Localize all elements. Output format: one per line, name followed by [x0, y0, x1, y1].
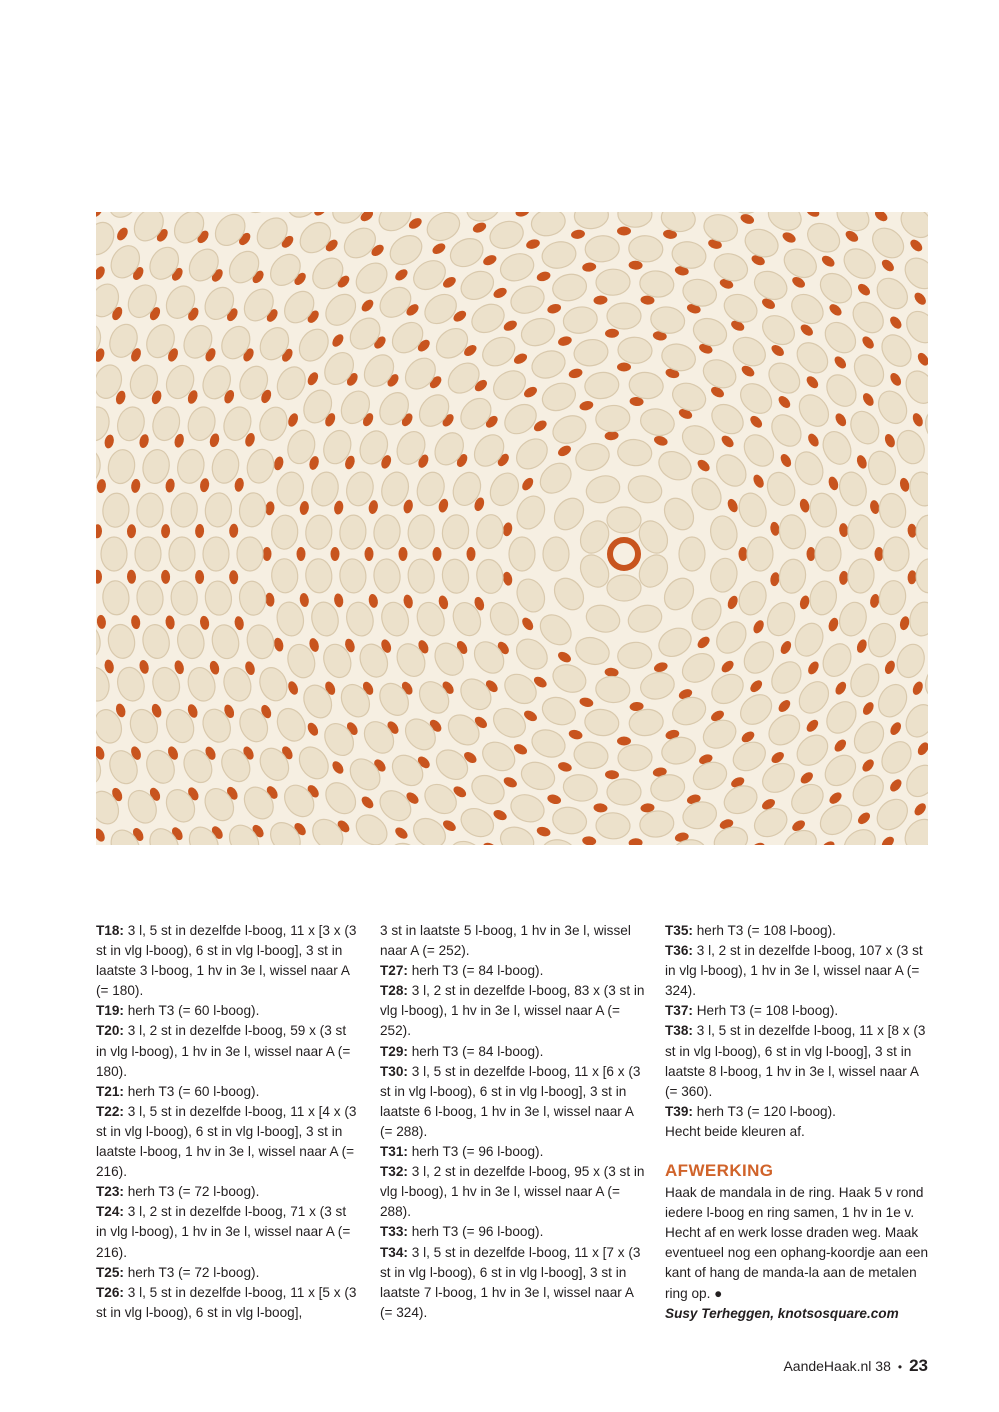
author-credit: Susy Terheggen, knotsosquare.com: [665, 1305, 899, 1321]
round-text: herh T3 (= 84 l-boog).: [407, 1043, 544, 1059]
round-text: herh T3 (= 72 l-boog).: [123, 1184, 260, 1200]
round-text: 3 l, 2 st in dezelfde l-boog, 59 x (3 st in vlg l-boog), 1 hv in 3e l, wissel naar A (= 180).: [96, 1023, 351, 1079]
instructions-column-2: [380, 921, 646, 1323]
footer-separator: •: [897, 1360, 903, 1374]
round-text: 3 l, 5 st in dezelfde l-boog, 11 x [3 x (3 st in vlg l-boog), 6 st in vlg l-boog], 3 st in laatste 3 l-boog, 1 hv in 3e l, wissel naar A (= 180).: [96, 923, 357, 999]
cream-cluster: [169, 537, 195, 571]
cream-cluster: [237, 537, 263, 571]
instruction-row: [96, 1283, 358, 1323]
round-text: 3 l, 2 st in dezelfde l-boog, 95 x (3 st in vlg l-boog), 1 hv in 3e l, wissel naar A (= 288).: [380, 1164, 645, 1220]
instruction-row: [665, 921, 931, 941]
round-label: T32:: [380, 1164, 408, 1180]
round-text: 3 l, 2 st in dezelfde l-boog, 71 x (3 st in vlg l-boog), 1 hv in 3e l, wissel naar A (= 216).: [96, 1204, 351, 1260]
round-label: T36:: [665, 943, 693, 959]
orange-stitch: [739, 547, 748, 561]
round-text: Herh T3 (= 108 l-boog).: [692, 1003, 839, 1019]
round-text: herh T3 (= 108 l-boog).: [692, 923, 836, 938]
instruction-row: [96, 1001, 358, 1021]
round-label: T38:: [665, 1023, 693, 1039]
round-label: T34:: [380, 1244, 408, 1260]
round-text: 3 l, 5 st in dezelfde l-boog, 11 x [8 x (3 st in vlg l-boog), 6 st in vlg l-boog], 3 st in laatste 8 l-boog, 1 hv in 3e l, wissel naar A (= 360).: [665, 1023, 926, 1099]
round-label: T37:: [665, 1003, 693, 1019]
round-text: 3 l, 5 st in dezelfde l-boog, 11 x [7 x (3 st in vlg l-boog), 6 st in vlg l-boog], 3 st in laatste 7 l-boog, 1 hv in 3e l, wissel naar A (= 324).: [380, 1244, 641, 1320]
finishing-body: Haak de mandala in de ring. Haak 5 v rond iedere l-boog en ring samen, 1 hv in 1e v. Hecht af en werk losse draden weg. Maak eventueel nog een ophang-koordje aan een kant of hang de manda-la aan de metalen ring op. ●: [665, 1185, 929, 1301]
round-text: 3 st in laatste 5 l-boog, 1 hv in 3e l, wissel naar A (= 252).: [380, 923, 631, 959]
instruction-row: [96, 1263, 358, 1283]
cream-cluster: [815, 537, 841, 571]
round-label: T29:: [380, 1043, 408, 1059]
instruction-row: [380, 1243, 646, 1323]
round-label: T33:: [380, 1224, 408, 1240]
round-text: herh T3 (= 84 l-boog).: [407, 963, 544, 979]
orange-stitch: [467, 547, 476, 561]
orange-stitch: [807, 547, 816, 561]
instruction-row: [665, 941, 931, 1001]
round-text: Hecht beide kleuren af.: [665, 1123, 805, 1139]
round-label: T21:: [96, 1083, 124, 1099]
cream-cluster: [679, 537, 705, 571]
round-text: herh T3 (= 60 l-boog).: [123, 1003, 260, 1019]
instruction-row: [380, 1042, 646, 1062]
round-label: T25:: [96, 1264, 124, 1280]
cream-cluster: [203, 537, 229, 571]
round-label: T31:: [380, 1144, 408, 1160]
page-footer: [783, 1356, 928, 1376]
instruction-row: [96, 1082, 358, 1102]
round-text: herh T3 (= 96 l-boog).: [407, 1144, 544, 1160]
round-label: T39:: [665, 1103, 693, 1119]
round-label: T22:: [96, 1103, 124, 1119]
instruction-row: [665, 1122, 931, 1142]
round-label: T19:: [96, 1003, 124, 1019]
instruction-row: [665, 1001, 931, 1021]
finishing-heading: AFWERKING: [665, 1161, 774, 1181]
cream-cluster: [607, 575, 641, 601]
round-text: herh T3 (= 60 l-boog).: [123, 1083, 260, 1099]
instruction-row: [96, 921, 358, 1001]
page-number: 23: [909, 1356, 928, 1375]
instruction-row: [380, 1222, 646, 1242]
round-label: T23:: [96, 1184, 124, 1200]
instruction-row: [380, 1142, 646, 1162]
orange-stitch: [875, 547, 884, 561]
round-text: 3 l, 5 st in dezelfde l-boog, 11 x [6 x (3 st in vlg l-boog), 6 st in vlg l-boog], 3 st in laatste 6 l-boog, 1 hv in 3e l, wissel naar A (= 288).: [380, 1063, 641, 1139]
round-text: 3 l, 2 st in dezelfde l-boog, 83 x (3 st in vlg l-boog), 1 hv in 3e l, wissel naar A (= 252).: [380, 983, 645, 1039]
round-label: T26:: [96, 1284, 124, 1300]
instruction-row: [665, 1021, 931, 1101]
round-label: T27:: [380, 963, 408, 979]
orange-stitch: [433, 547, 442, 561]
cream-cluster: [607, 303, 641, 329]
instruction-row: [380, 981, 646, 1041]
round-label: T24:: [96, 1204, 124, 1220]
instruction-row: [96, 1102, 358, 1182]
orange-stitch: [365, 547, 374, 561]
orange-stitch: [617, 737, 631, 746]
round-text: 3 l, 2 st in dezelfde l-boog, 107 x (3 st in vlg l-boog), 1 hv in 3e l, wissel naar A (= 324).: [665, 943, 923, 999]
round-label: T20:: [96, 1023, 124, 1039]
orange-stitch: [297, 547, 306, 561]
magazine-name: AandeHaak.nl 38: [783, 1358, 891, 1374]
orange-stitch: [263, 547, 272, 561]
round-text: 3 l, 5 st in dezelfde l-boog, 11 x [4 x (3 st in vlg l-boog), 6 st in vlg l-boog], 3 st in laatste l-boog, 1 hv in 3e l, wissel naar A (= 216).: [96, 1103, 357, 1180]
instruction-row: [96, 1021, 358, 1081]
instruction-row: [665, 1102, 931, 1122]
cream-cluster: [883, 537, 909, 571]
cream-cluster: [543, 537, 569, 571]
round-text: herh T3 (= 120 l-boog).: [692, 1103, 836, 1119]
instructions-column-3: [665, 921, 931, 1324]
instruction-row: [96, 1202, 358, 1262]
instruction-row: [380, 921, 646, 961]
instruction-row: [380, 961, 646, 981]
orange-stitch: [617, 363, 631, 372]
cream-cluster: [607, 779, 641, 805]
crochet-mandala-photo: [96, 212, 928, 845]
cream-cluster: [747, 537, 773, 571]
cream-cluster: [595, 269, 630, 296]
instruction-row: [96, 1182, 358, 1202]
orange-stitch: [399, 547, 408, 561]
orange-stitch: [617, 227, 631, 236]
instructions-column-1: [96, 921, 358, 1323]
round-label: T18:: [96, 923, 124, 938]
round-label: T30:: [380, 1063, 408, 1079]
cream-cluster: [509, 537, 535, 571]
cream-cluster: [101, 537, 127, 571]
round-text: herh T3 (= 72 l-boog).: [123, 1264, 260, 1280]
orange-stitch: [331, 547, 340, 561]
round-text: 3 l, 5 st in dezelfde l-boog, 11 x [5 x (3 st in vlg l-boog), 6 st in vlg l-boog],: [96, 1284, 357, 1320]
round-label: T28:: [380, 983, 408, 999]
cream-cluster: [135, 537, 161, 571]
instruction-row: [380, 1162, 646, 1222]
instruction-row: [380, 1062, 646, 1142]
round-text: herh T3 (= 96 l-boog).: [407, 1224, 544, 1240]
round-label: T35:: [665, 923, 693, 938]
cream-cluster: [595, 812, 630, 839]
cream-cluster: [607, 507, 641, 533]
mandala-image: [96, 212, 928, 845]
